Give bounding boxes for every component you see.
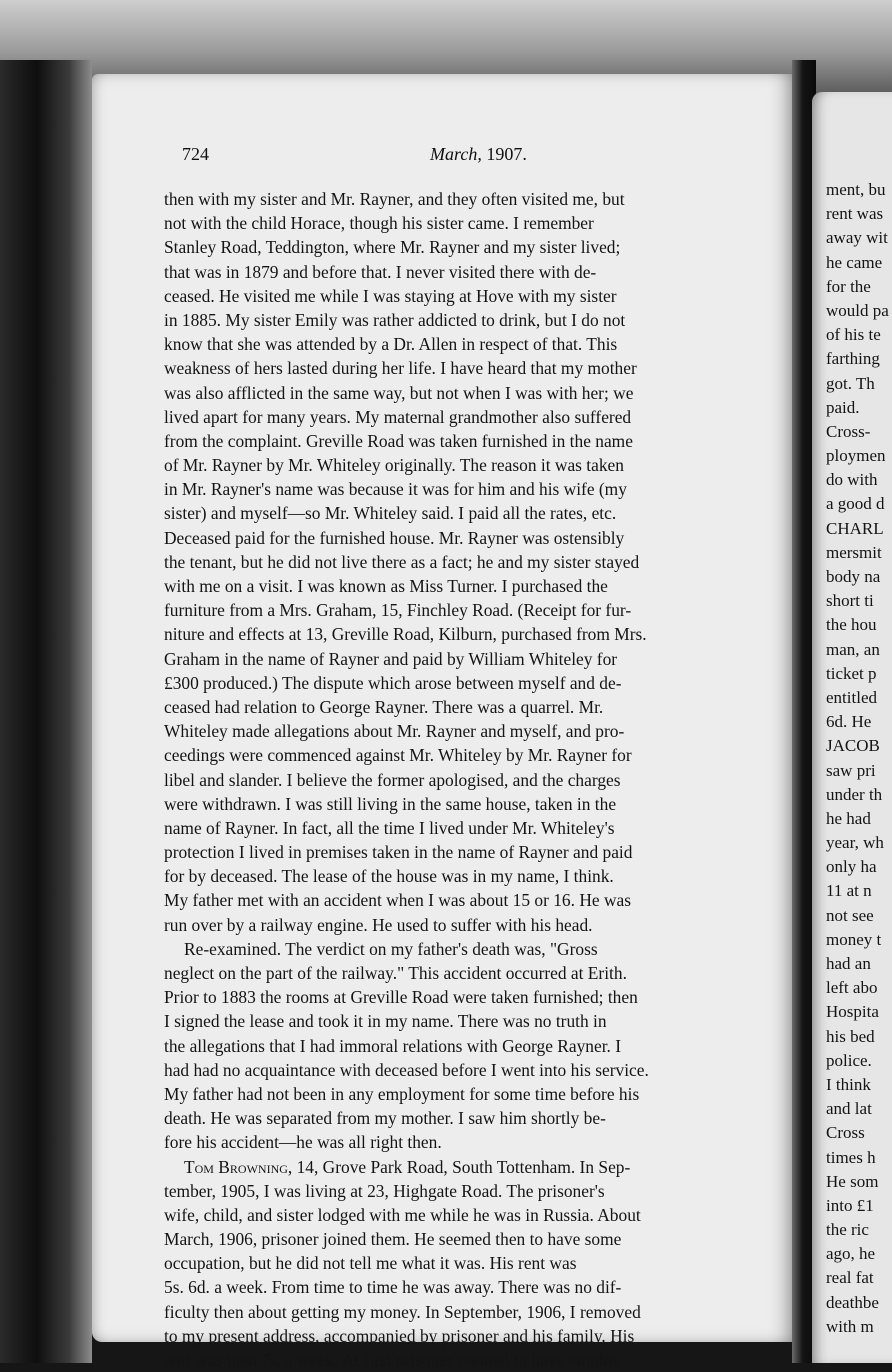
text-line: furniture from a Mrs. Graham, 15, Finchley Road. (Receipt for fur-	[164, 600, 632, 621]
text-line: sister) and myself—so Mr. Whiteley said. I paid all the rates, etc.	[164, 503, 617, 524]
right-page-line: deathbe	[826, 1292, 879, 1312]
right-page-line: farthing	[826, 349, 880, 369]
right-page-line: JACOB	[826, 736, 880, 756]
text-line: were withdrawn. I was still living in the same house, taken in the	[164, 793, 617, 814]
text-line: in Mr. Rayner's name was because it was for him and his wife (my	[164, 479, 627, 500]
text-line: niture and effects at 13, Greville Road, Kilburn, purchased from Mrs.	[164, 624, 647, 645]
right-page-line: CHARL	[826, 518, 884, 538]
right-page-line: into £1	[826, 1195, 874, 1215]
right-page-line: ment, bu	[826, 180, 886, 199]
text-line: £300 produced.) The dispute which arose between myself and de-	[164, 672, 622, 693]
running-date-year: 1907.	[486, 144, 527, 164]
right-page-line: left abo	[826, 978, 878, 998]
right-page-line: real fat	[826, 1268, 874, 1288]
right-page-line: his bed	[826, 1026, 875, 1046]
main-text-column	[164, 187, 792, 1372]
right-page-line: saw pri	[826, 760, 876, 780]
text-line: My father had not been in any employment for some time before his	[164, 1083, 640, 1104]
text-line: from the complaint. Greville Road was taken furnished in the name	[164, 430, 633, 451]
right-page-line: had an	[826, 954, 871, 973]
text-line: Whiteley made allegations about Mr. Rayner and myself, and pro-	[164, 721, 625, 742]
right-page-line: for the	[826, 276, 871, 296]
text-line: Re-examined. The verdict on my father's death was, "Gross	[184, 938, 598, 959]
text-line: know that she was attended by a Dr. Allen in respect of that. This	[164, 334, 618, 355]
right-page-line: away wit	[826, 228, 888, 248]
right-page-line: and lat	[826, 1099, 872, 1119]
witness-line	[164, 1155, 792, 1179]
text-line: to my present address, accompanied by prisoner and his family. His	[164, 1325, 635, 1346]
text-line: weakness of hers lasted during her life. I have heard that my mother	[164, 358, 637, 379]
book-spine-left	[0, 60, 92, 1363]
right-page-line: mersmit	[826, 542, 882, 562]
text-line: of Mr. Rayner by Mr. Whiteley originally. The reason it was taken	[164, 455, 624, 476]
right-page-line: the ric	[826, 1220, 869, 1240]
right-page-line: ploymen	[826, 446, 886, 466]
text-line: Stanley Road, Teddington, where Mr. Rayner and my sister lived;	[164, 237, 621, 258]
text-line: was also afflicted in the same way, but not when I was with her; we	[164, 382, 634, 403]
right-page-line: year, wh	[826, 833, 884, 853]
text-line: March, 1906, prisoner joined them. He seemed then to have some	[164, 1229, 622, 1250]
text-line: My father met with an accident when I was about 15 or 16. He was	[164, 890, 631, 911]
text-line: neglect on the part of the railway." This accident occurred at Erith.	[164, 963, 627, 983]
right-page-line: under th	[826, 784, 883, 804]
right-page-line: a good d	[826, 494, 885, 514]
running-date-month: March,	[430, 144, 482, 164]
text-line: Deceased paid for the furnished house. Mr. Rayner was ostensibly	[164, 527, 625, 548]
text-line: name of Rayner. In fact, all the time I lived under Mr. Whiteley's	[164, 817, 615, 838]
text-line: wife, child, and sister lodged with me while he was in Russia. About	[164, 1204, 641, 1225]
text-line: Prior to 1883 the rooms at Greville Road were taken furnished; then	[164, 987, 638, 1008]
text-line: that was in 1879 and before that. I never visited there with de-	[164, 261, 597, 282]
text-line: in 1885. My sister Emily was rather addicted to drink, but I do not	[164, 309, 626, 330]
right-page-line: Hospita	[826, 1002, 879, 1022]
right-page-line: He som	[826, 1171, 879, 1191]
running-date	[430, 144, 527, 165]
right-page-line: only ha	[826, 857, 877, 877]
text-line: ceedings were commenced against Mr. Whiteley by Mr. Rayner for	[164, 745, 632, 766]
text-line: had had no acquaintance with deceased before I went into his service.	[164, 1059, 649, 1080]
text-line: occupation, but he did not tell me what it was. His rent was	[164, 1253, 577, 1274]
right-page-line: the hou	[826, 615, 877, 635]
witness-name: Tom Browning,	[184, 1156, 293, 1177]
right-page-line: rent was	[826, 204, 884, 224]
text-line: then with my sister and Mr. Rayner, and they often visited me, but	[164, 189, 625, 209]
right-page-line: do with	[826, 470, 878, 490]
right-page-line: he had	[826, 808, 871, 828]
text-line: run over by a railway engine. He used to suffer with his head.	[164, 914, 593, 935]
right-page-line: with m	[826, 1316, 874, 1336]
right-page-line: would pa	[826, 300, 889, 320]
text-line: ceased. He visited me while I was staying at Hove with my sister	[164, 285, 617, 306]
text-line: rent was then 7s. a week. At first prisoner seemed to have employ-	[164, 1350, 627, 1370]
right-page-line: times h	[826, 1147, 876, 1167]
right-page-line: police.	[826, 1050, 872, 1070]
right-page-line: entitled	[826, 687, 877, 707]
right-page-line: I think	[826, 1074, 871, 1094]
text-line: I signed the lease and took it in my name. There was no truth in	[164, 1011, 607, 1032]
text-line: for by deceased. The lease of the house was in my name, I think.	[164, 866, 614, 887]
text-line: Graham in the name of Rayner and paid by William Whiteley for	[164, 648, 618, 669]
text-line: death. He was separated from my mother. I saw him shortly be-	[164, 1108, 606, 1129]
right-page-line: not see	[826, 905, 874, 925]
running-head	[182, 144, 792, 174]
right-page-line: he came	[826, 252, 883, 272]
right-page-line: 11 at n	[826, 881, 872, 901]
right-page-line: got. Th	[826, 373, 875, 393]
text-line: not with the child Horace, though his sister came. I remember	[164, 213, 594, 234]
right-page-line: paid.	[826, 397, 860, 417]
text-line: ficulty then about getting my money. In September, 1906, I removed	[164, 1301, 641, 1322]
right-page-text	[826, 178, 892, 1339]
text-line: protection I lived in premises taken in the name of Rayner and paid	[164, 842, 633, 863]
text-line: the allegations that I had immoral relations with George Rayner. I	[164, 1035, 622, 1056]
page-number: 724	[182, 144, 209, 164]
right-page-line: ticket p	[826, 663, 877, 683]
right-page-line: ago, he	[826, 1244, 876, 1264]
right-page-line: short ti	[826, 591, 874, 611]
text-line: tember, 1905, I was living at 23, Highgate Road. The prisoner's	[164, 1180, 605, 1201]
right-page-line: Cross	[826, 1123, 865, 1143]
text-line: 5s. 6d. a week. From time to time he was away. There was no dif-	[164, 1277, 622, 1298]
right-page-line: 6d. He	[826, 712, 872, 732]
text-line: lived apart for many years. My maternal grandmother also suffered	[164, 406, 632, 427]
right-page-line: money t	[826, 929, 882, 949]
right-page-line: Cross-	[826, 421, 871, 441]
text-line: fore his accident—he was all right then.	[164, 1132, 442, 1153]
text-line: ceased had relation to George Rayner. There was a quarrel. Mr.	[164, 696, 604, 717]
text-line: libel and slander. I believe the former apologised, and the charges	[164, 769, 621, 790]
text-line: with me on a visit. I was known as Miss Turner. I purchased the	[164, 576, 608, 596]
right-page-line: of his te	[826, 325, 881, 345]
witness-details: 14, Grove Park Road, South Tottenham. In Sep-	[292, 1156, 631, 1177]
right-page-line: man, an	[826, 639, 880, 659]
text-line: the tenant, but he did not live there as a fact; he and my sister stayed	[164, 551, 640, 572]
right-page-line: body na	[826, 567, 881, 586]
